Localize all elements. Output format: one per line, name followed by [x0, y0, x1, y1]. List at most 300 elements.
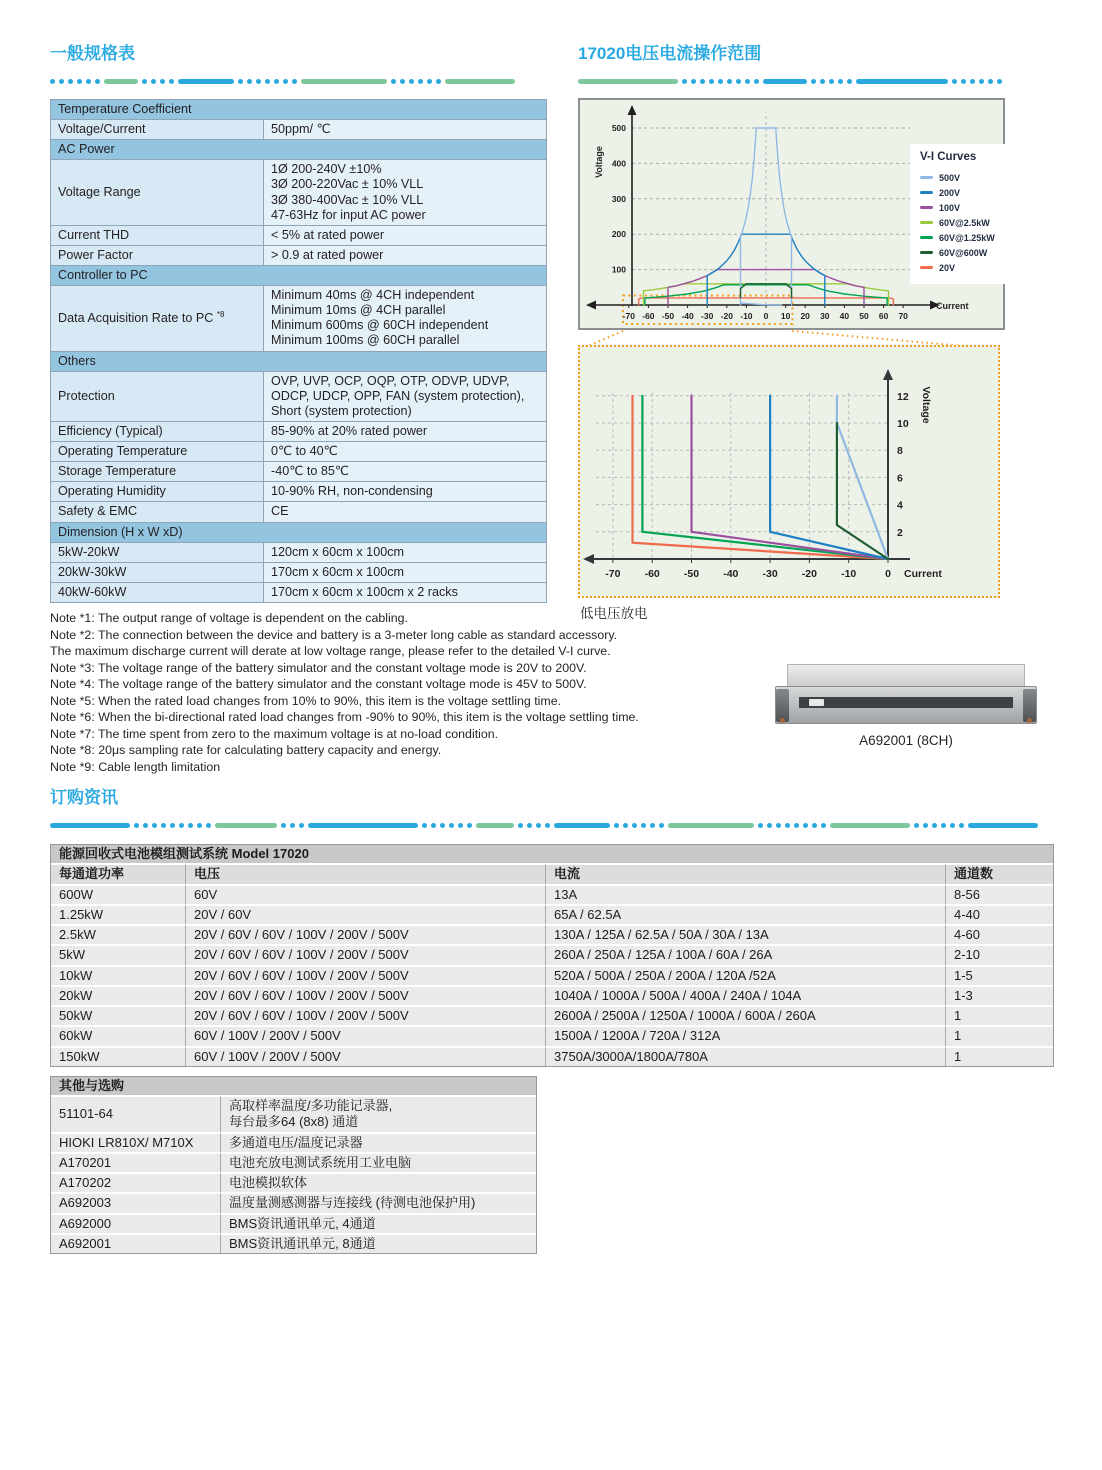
separator-dot [847, 79, 852, 84]
separator-dot [659, 823, 664, 828]
spec-value: 0℃ to 40℃ [264, 442, 547, 462]
svg-text:40: 40 [839, 311, 850, 321]
separator-dot [422, 823, 427, 828]
ordering-heading: 订购资讯 [50, 788, 118, 807]
separator-dot [247, 79, 252, 84]
svg-text:400: 400 [611, 158, 626, 169]
ordering-column-header: 电流 [546, 863, 946, 883]
spec-value: 50ppm/ ℃ [264, 120, 547, 140]
spec-row [51, 582, 547, 602]
table-row [51, 884, 1053, 904]
svg-text:6: 6 [897, 472, 903, 485]
options-table [50, 1076, 537, 1254]
ordering-cell: 20V / 60V / 60V / 100V / 200V / 500V [186, 965, 546, 985]
spec-row [51, 371, 547, 421]
separator-dot [283, 79, 288, 84]
spec-section-row [51, 522, 547, 542]
separator-dot [292, 79, 297, 84]
note-line: Note *7: The time spent from zero to the maximum voltage is at no-load condition. [50, 726, 499, 741]
separator-dot [923, 823, 928, 828]
separator-dot [959, 823, 964, 828]
separator-dot [59, 79, 64, 84]
spec-label: Current THD [51, 225, 264, 245]
spec-value: Minimum 40ms @ 4CH independent Minimum 10ms @ 4CH parallel Minimum 600ms @ 60CH independent Minimum 100ms @ 60CH parallel [264, 286, 547, 351]
legend-item [920, 260, 1010, 275]
ordering-title-row [51, 845, 1053, 863]
option-description: 高取样率温度/多功能记录器, 每台最多64 (8x8) 通道 [221, 1095, 536, 1132]
separator-bar [830, 823, 910, 828]
vi-curves-chart [578, 98, 1005, 330]
svg-text:Voltage: Voltage [920, 386, 932, 424]
svg-text:2: 2 [897, 526, 903, 539]
legend-title: V-I Curves [920, 151, 977, 163]
separator-dot [727, 79, 732, 84]
spec-label: Storage Temperature [51, 462, 264, 482]
spec-section-row [51, 265, 547, 285]
spec-value: 120cm x 60cm x 100cm [264, 542, 547, 562]
legend-color-dash [920, 206, 933, 209]
separator-dot [179, 823, 184, 828]
low-voltage-discharge-chart [578, 345, 1000, 598]
ordering-cell: 520A / 500A / 250A / 200A / 120A /52A [546, 965, 946, 985]
separator-bar [554, 823, 610, 828]
ordering-table [50, 844, 1054, 1067]
ordering-cell: 260A / 250A / 125A / 100A / 60A / 26A [546, 944, 946, 964]
separator-dot [745, 79, 750, 84]
separator-dot [143, 823, 148, 828]
separator-dot [623, 823, 628, 828]
separator-dot [290, 823, 295, 828]
note-line: Note *2: The connection between the device and battery is a 3-meter long cable as standard accessory. [50, 627, 618, 642]
ordering-cell: 13A [546, 884, 946, 904]
ordering-cell: 600W [51, 884, 186, 904]
separator-dot [767, 823, 772, 828]
svg-text:200: 200 [611, 229, 626, 240]
spec-label: 5kW-20kW [51, 542, 264, 562]
separator-dot [803, 823, 808, 828]
legend-color-dash [920, 251, 933, 254]
ordering-cell: 1500A / 1200A / 720A / 312A [546, 1025, 946, 1045]
svg-text:4: 4 [897, 499, 903, 512]
table-row [51, 1152, 536, 1172]
ordering-cell: 2.5kW [51, 924, 186, 944]
spec-section-label: AC Power [51, 140, 547, 160]
spec-row [51, 442, 547, 462]
note-line: Note *5: When the rated load changes from 10% to 90%, this item is the voltage settling time. [50, 693, 562, 708]
svg-text:60: 60 [878, 311, 889, 321]
svg-text:-70: -70 [622, 311, 635, 321]
spec-label: Operating Humidity [51, 482, 264, 502]
separator-dot [952, 79, 957, 84]
svg-text:-30: -30 [701, 311, 714, 321]
legend-color-dash [920, 176, 933, 179]
separator-bar [178, 79, 234, 84]
option-code: A692001 [51, 1233, 221, 1253]
separator-dot [979, 79, 984, 84]
separator-bar [301, 79, 387, 84]
separator-dot [829, 79, 834, 84]
separator-dot [95, 79, 100, 84]
spec-section-row [51, 100, 547, 120]
ordering-cell: 20V / 60V / 60V / 100V / 200V / 500V [186, 924, 546, 944]
ordering-cell: 4-60 [946, 924, 1053, 944]
separator-dot [518, 823, 523, 828]
spec-value: 85-90% at 20% rated power [264, 421, 547, 441]
spec-table [50, 99, 547, 603]
separator-dot [691, 79, 696, 84]
ordering-cell: 20V / 60V / 60V / 100V / 200V / 500V [186, 1005, 546, 1025]
separator-dot [281, 823, 286, 828]
legend-items [920, 170, 1010, 275]
legend-color-dash [920, 266, 933, 269]
separator-dot [467, 823, 472, 828]
ordering-cell: 4-40 [946, 904, 1053, 924]
ordering-cell: 1-3 [946, 985, 1053, 1005]
ordering-cell: 2-10 [946, 944, 1053, 964]
separator-bar [445, 79, 515, 84]
product-photo [775, 664, 1037, 748]
spec-section-label: Others [51, 351, 547, 371]
spec-label: Protection [51, 371, 264, 421]
rack-unit-image [775, 664, 1037, 724]
ordering-cell: 60V [186, 884, 546, 904]
separator-dot [812, 823, 817, 828]
separator-dot [391, 79, 396, 84]
svg-text:-50: -50 [661, 311, 675, 321]
note-line: Note *6: When the bi-directional rated load changes from -90% to 90%, this item is the voltage settling time. [50, 710, 639, 724]
low-voltage-discharge-plot [580, 347, 998, 596]
svg-text:0: 0 [885, 568, 891, 580]
spec-value: OVP, UVP, OCP, OQP, OTP, ODVP, UDVP, ODCP, UDCP, OPP, FAN (system protection), Short (system protection) [264, 371, 547, 421]
separator-dot [400, 79, 405, 84]
table-row [51, 1233, 536, 1253]
separator-dot [77, 79, 82, 84]
separator-dot [142, 79, 147, 84]
note-line: The maximum discharge current will derate at low voltage range, please refer to the detailed V-I curve. [50, 644, 611, 658]
svg-text:12: 12 [897, 390, 909, 403]
ordering-cell: 50kW [51, 1005, 186, 1025]
ordering-cell: 2600A / 2500A / 1250A / 1000A / 600A / 260A [546, 1005, 946, 1025]
separator-dot [436, 79, 441, 84]
legend-color-dash [920, 221, 933, 224]
svg-text:50: 50 [859, 311, 869, 321]
svg-text:300: 300 [611, 193, 626, 204]
spec-label: Power Factor [51, 245, 264, 265]
separator-dot [409, 79, 414, 84]
spec-label: 40kW-60kW [51, 582, 264, 602]
svg-text:70: 70 [898, 311, 908, 321]
table-row [51, 924, 1053, 944]
spec-section-label: Controller to PC [51, 265, 547, 285]
table-row [51, 1172, 536, 1192]
low-voltage-discharge-label: 低电压放电 [580, 606, 648, 621]
spec-value: 1Ø 200-240V ±10% 3Ø 200-220Vac ± 10% VLL 3Ø 380-400Vac ± 10% VLL 47-63Hz for input AC power [264, 160, 547, 225]
svg-text:-20: -20 [720, 311, 733, 321]
spec-section-row [51, 351, 547, 371]
spec-row [51, 421, 547, 441]
separator-dot [170, 823, 175, 828]
spec-section-row [51, 140, 547, 160]
legend-item [920, 185, 1010, 200]
spec-value: < 5% at rated power [264, 225, 547, 245]
ordering-cell: 150kW [51, 1046, 186, 1066]
spec-row [51, 286, 547, 351]
ordering-cell: 1 [946, 1025, 1053, 1045]
svg-text:-30: -30 [762, 568, 778, 580]
option-code: A170201 [51, 1152, 221, 1172]
spec-label: Efficiency (Typical) [51, 421, 264, 441]
rack-slot-band [799, 697, 1013, 708]
product-caption: A692001 (8CH) [859, 733, 953, 748]
legend-label: 200V [939, 187, 961, 198]
ordering-cell: 8-56 [946, 884, 1053, 904]
note-line: Note *4: The voltage range of the battery simulator and the constant voltage mode is 45V to 500V. [50, 677, 587, 691]
ordering-section [50, 788, 1052, 1254]
separator-dot [776, 823, 781, 828]
spec-value: CE [264, 502, 547, 522]
table-row [51, 965, 1053, 985]
svg-text:-70: -70 [605, 568, 621, 580]
separator-dot [440, 823, 445, 828]
legend-label: 100V [939, 202, 961, 213]
separator-dot [160, 79, 165, 84]
separator-dot [700, 79, 705, 84]
svg-text:8: 8 [897, 445, 903, 458]
spec-label: Data Acquisition Rate to PC $^{*8}$ [51, 286, 264, 351]
ordering-cell: 5kW [51, 944, 186, 964]
spec-row [51, 120, 547, 140]
svg-text:-10: -10 [740, 311, 753, 321]
operating-range-heading: 17020电压电流操作范围 [578, 44, 762, 63]
spec-label: Operating Temperature [51, 442, 264, 462]
spec-row [51, 225, 547, 245]
option-code: 51101-64 [51, 1095, 221, 1132]
ordering-cell: 1-5 [946, 965, 1053, 985]
separator-dot [932, 823, 937, 828]
separator-dot [431, 823, 436, 828]
svg-text:10: 10 [780, 311, 791, 321]
separator-dot [785, 823, 790, 828]
separator-dot [161, 823, 166, 828]
separator-dot [811, 79, 816, 84]
separator-dot [197, 823, 202, 828]
spec-value: > 0.9 at rated power [264, 245, 547, 265]
separator-dot [758, 823, 763, 828]
svg-text:500: 500 [611, 123, 626, 133]
spec-label: 20kW-30kW [51, 562, 264, 582]
separator-dot [754, 79, 759, 84]
separator-dot [151, 79, 156, 84]
ordering-header-row [51, 863, 1053, 883]
ordering-cell: 1 [946, 1046, 1053, 1066]
separator-bar [215, 823, 277, 828]
note-line: Note *9: Cable length limitation [50, 759, 221, 774]
spec-row [51, 160, 547, 225]
svg-text:-50: -50 [683, 568, 700, 580]
spec-section-label: Dimension (H x W xD) [51, 522, 547, 542]
separator-dot [941, 823, 946, 828]
table-row [51, 944, 1053, 964]
ordering-cell: 20V / 60V / 60V / 100V / 200V / 500V [186, 944, 546, 964]
separator-dot [188, 823, 193, 828]
separator-dot [988, 79, 993, 84]
spec-label: Safety & EMC [51, 502, 264, 522]
spec-row [51, 502, 547, 522]
option-description: BMS资讯通讯单元, 4通道 [221, 1213, 536, 1233]
legend-label: 60V@2.5kW [939, 217, 990, 228]
ordering-cell: 60V / 100V / 200V / 500V [186, 1046, 546, 1066]
separator-dot [50, 79, 55, 84]
svg-text:-60: -60 [642, 311, 655, 321]
spec-value: 170cm x 60cm x 100cm x 2 racks [264, 582, 547, 602]
option-description: 温度量测感测器与连接线 (待测电池保护用) [221, 1192, 536, 1212]
ordering-cell: 1 [946, 1005, 1053, 1025]
separator-dot [950, 823, 955, 828]
table-row [51, 904, 1053, 924]
separator-dot [256, 79, 261, 84]
spec-row [51, 482, 547, 502]
spec-row [51, 542, 547, 562]
ordering-cell: 130A / 125A / 62.5A / 50A / 30A / 13A [546, 924, 946, 944]
spec-row [51, 462, 547, 482]
separator-dot [458, 823, 463, 828]
legend-label: 500V [939, 172, 961, 183]
ordering-column-header: 电压 [186, 863, 546, 883]
options-table-title: 其他与选购 [51, 1077, 536, 1095]
table-row [51, 1095, 536, 1132]
ordering-table-title: 能源回收式电池模组测试系统 Model 17020 [51, 845, 1053, 863]
separator-bar [668, 823, 754, 828]
separator-dot [427, 79, 432, 84]
separator-dot [614, 823, 619, 828]
separator-dot [794, 823, 799, 828]
separator-dot [914, 823, 919, 828]
legend-item [920, 215, 1010, 230]
legend-label: 20V [939, 262, 956, 273]
ordering-cell: 1.25kW [51, 904, 186, 924]
spec-label: Voltage/Current [51, 120, 264, 140]
legend-label: 60V@1.25kW [939, 232, 995, 243]
ordering-cell: 20V / 60V / 60V / 100V / 200V / 500V [186, 985, 546, 1005]
ordering-cell: 65A / 62.5A [546, 904, 946, 924]
decorative-separator [578, 78, 1008, 84]
legend-item [920, 170, 1010, 185]
rack-screw-left [780, 718, 785, 723]
ordering-cell: 20V / 60V [186, 904, 546, 924]
svg-text:30: 30 [820, 311, 830, 321]
separator-dot [641, 823, 646, 828]
separator-dot [545, 823, 550, 828]
separator-dot [134, 823, 139, 828]
option-description: 电池模拟软体 [221, 1172, 536, 1192]
ordering-cell: 20kW [51, 985, 186, 1005]
svg-text:Current: Current [936, 301, 969, 311]
svg-text:-40: -40 [681, 311, 694, 321]
separator-dot [961, 79, 966, 84]
table-row [51, 1192, 536, 1212]
general-specs-heading: 一般规格表 [50, 44, 135, 63]
separator-bar [476, 823, 514, 828]
separator-dot [86, 79, 91, 84]
table-row [51, 1213, 536, 1233]
separator-dot [274, 79, 279, 84]
separator-dot [68, 79, 73, 84]
operating-range-section [578, 44, 1052, 784]
ordering-cell: 60V / 100V / 200V / 500V [186, 1025, 546, 1045]
rack-screw-right [1027, 718, 1032, 723]
separator-dot [169, 79, 174, 84]
option-description: BMS资讯通讯单元, 8通道 [221, 1233, 536, 1253]
svg-text:-60: -60 [644, 568, 660, 580]
separator-bar [763, 79, 807, 84]
svg-text:-20: -20 [801, 568, 817, 580]
separator-dot [821, 823, 826, 828]
spec-label: Voltage Range [51, 160, 264, 225]
chart-legend [910, 144, 1018, 284]
separator-dot [650, 823, 655, 828]
separator-dot [709, 79, 714, 84]
separator-dot [449, 823, 454, 828]
options-title-row [51, 1077, 536, 1095]
option-code: A692003 [51, 1192, 221, 1212]
svg-text:100: 100 [611, 264, 626, 275]
separator-bar [578, 79, 678, 84]
option-code: A692000 [51, 1213, 221, 1233]
legend-label: 60V@600W [939, 247, 988, 258]
table-row [51, 1046, 1053, 1066]
separator-bar [104, 79, 138, 84]
ordering-cell: 60kW [51, 1025, 186, 1045]
svg-text:Voltage: Voltage [594, 146, 604, 178]
svg-text:-10: -10 [841, 568, 857, 580]
separator-dot [820, 79, 825, 84]
separator-bar [856, 79, 948, 84]
table-row [51, 985, 1053, 1005]
separator-dot [265, 79, 270, 84]
legend-item [920, 200, 1010, 215]
separator-dot [238, 79, 243, 84]
ordering-column-header: 通道数 [946, 863, 1053, 883]
option-description: 多通道电压/温度记录器 [221, 1132, 536, 1152]
separator-dot [536, 823, 541, 828]
separator-bar [50, 823, 130, 828]
spec-value: 10-90% RH, non-condensing [264, 482, 547, 502]
spec-section-label: Temperature Coefficient [51, 100, 547, 120]
option-description: 电池充放电测试系统用工业电脑 [221, 1152, 536, 1172]
svg-text:10: 10 [897, 418, 909, 430]
separator-dot [299, 823, 304, 828]
separator-dot [970, 79, 975, 84]
separator-dot [682, 79, 687, 84]
note-line: Note *1: The output range of voltage is dependent on the cabling. [50, 611, 408, 625]
option-code: A170202 [51, 1172, 221, 1192]
legend-item [920, 230, 1010, 245]
table-row [51, 1005, 1053, 1025]
spec-row [51, 245, 547, 265]
note-line: Note *3: The voltage range of the battery simulator and the constant voltage mode is 20V to 200V. [50, 660, 587, 675]
separator-dot [206, 823, 211, 828]
option-code: HIOKI LR810X/ M710X [51, 1132, 221, 1152]
legend-color-dash [920, 236, 933, 239]
separator-bar [968, 823, 1038, 828]
separator-bar [308, 823, 418, 828]
separator-dot [418, 79, 423, 84]
table-row [51, 1025, 1053, 1045]
ordering-cell: 10kW [51, 965, 186, 985]
ordering-cell: 3750A/3000A/1800A/780A [546, 1046, 946, 1066]
separator-dot [152, 823, 157, 828]
legend-item [920, 245, 1010, 260]
